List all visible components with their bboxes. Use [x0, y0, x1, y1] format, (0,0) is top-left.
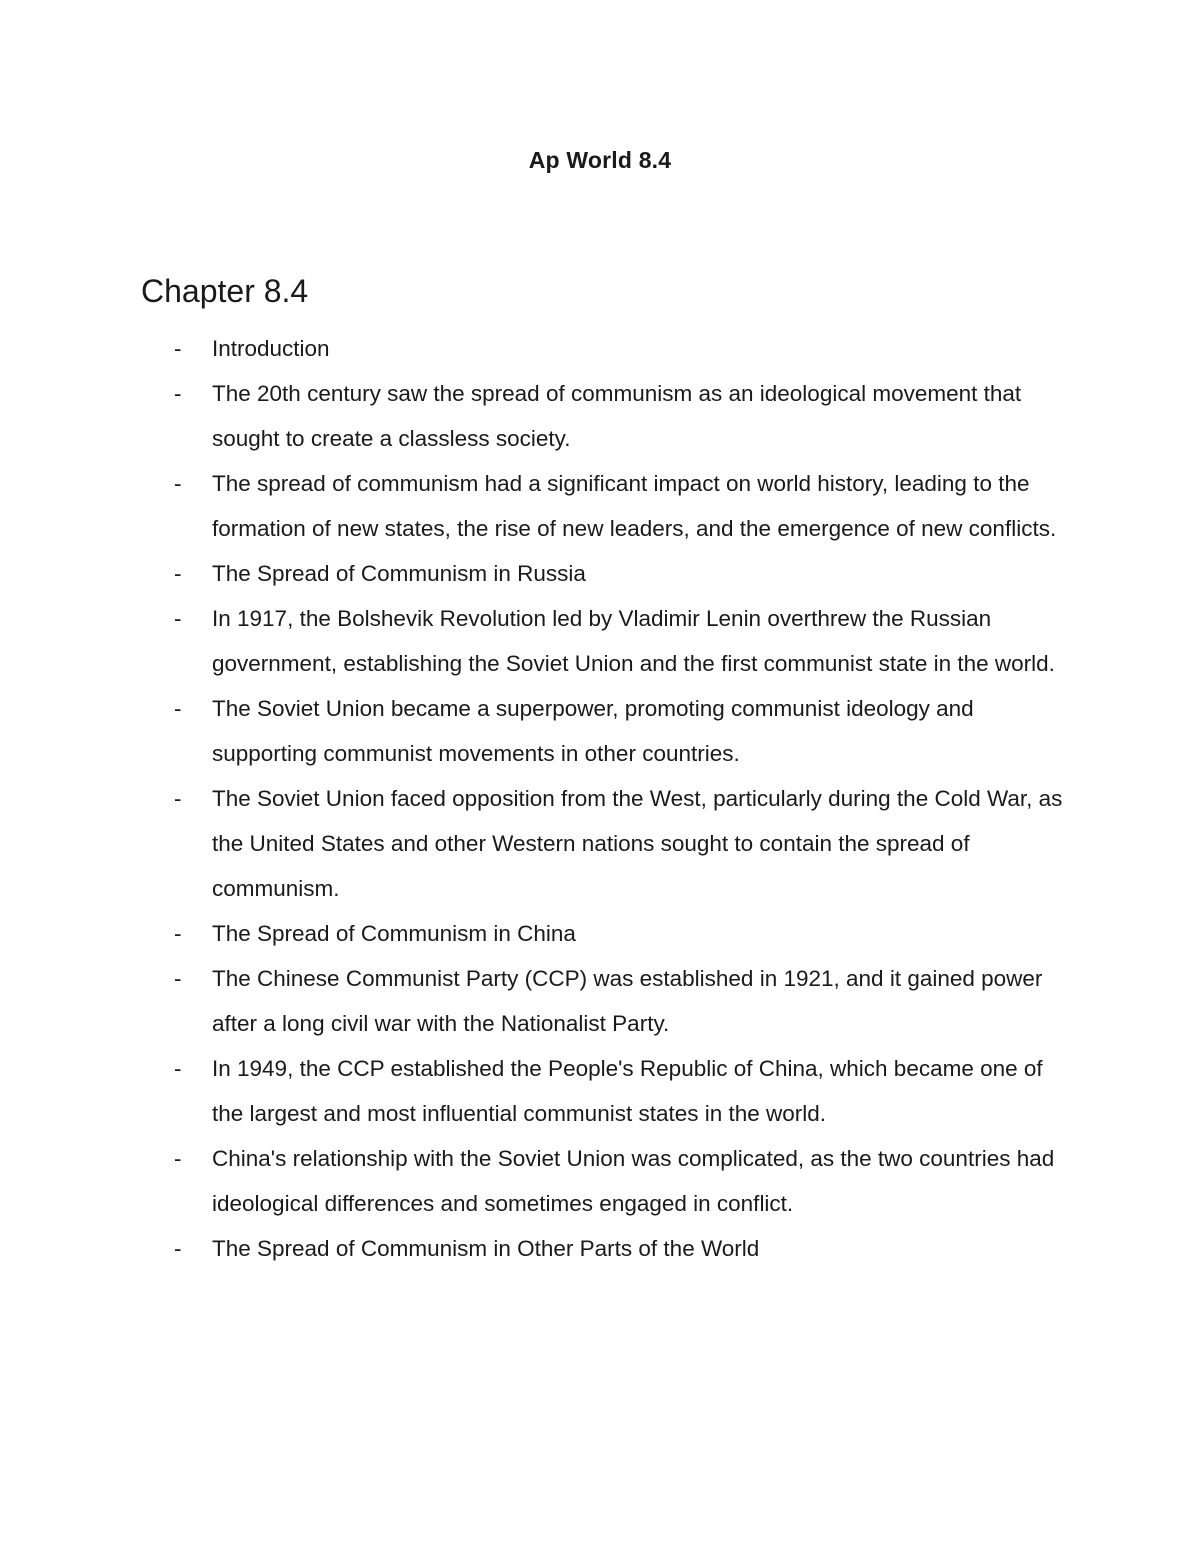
bullet-text: The Spread of Communism in China [212, 921, 576, 946]
bullet-marker: - [174, 1146, 182, 1171]
bullet-text: China's relationship with the Soviet Union was complicated, as the two countries had ideological differences and sometimes engaged in conflict. [212, 1146, 1055, 1216]
bullet-marker: - [174, 336, 182, 361]
document-title: Ap World 8.4 [528, 147, 672, 173]
bullet-item [0, 596, 1200, 686]
chapter-heading: Chapter 8.4 [141, 273, 309, 309]
bullet-text: The 20th century saw the spread of communism as an ideological movement that sought to create a classless society. [212, 381, 1022, 451]
bullet-marker: - [174, 786, 182, 811]
bullet-marker: - [174, 561, 182, 586]
bullet-text: In 1949, the CCP established the People's Republic of China, which became one of the largest and most influential communist states in the world. [212, 1056, 1043, 1126]
bullet-marker: - [174, 471, 182, 496]
bullet-item [0, 1136, 1200, 1226]
bullet-text: The spread of communism had a significant impact on world history, leading to the formation of new states, the rise of new leaders, and the emergence of new conflicts. [212, 471, 1057, 541]
bullet-text: The Spread of Communism in Other Parts of the World [212, 1236, 760, 1261]
bullet-item [0, 371, 1200, 461]
bullet-item [0, 551, 1200, 596]
bullet-item [0, 1226, 1200, 1271]
bullet-item [0, 776, 1200, 911]
bullet-item [0, 956, 1200, 1046]
bullet-marker: - [174, 606, 182, 631]
bullet-item [0, 461, 1200, 551]
bullet-marker: - [174, 1236, 182, 1261]
bullet-text: In 1917, the Bolshevik Revolution led by Vladimir Lenin overthrew the Russian government, establishing the Soviet Union and the first communist state in the world. [212, 606, 1055, 676]
bullet-item [0, 911, 1200, 956]
bullet-text: The Chinese Communist Party (CCP) was established in 1921, and it gained power after a long civil war with the Nationalist Party. [212, 966, 1043, 1036]
bullet-text: The Soviet Union became a superpower, promoting communist ideology and supporting communist movements in other countries. [212, 696, 974, 766]
bullet-item [0, 686, 1200, 776]
bullet-list [0, 326, 1200, 1271]
bullet-item [0, 326, 1200, 371]
bullet-text: The Spread of Communism in Russia [212, 561, 586, 586]
bullet-marker: - [174, 696, 182, 721]
bullet-text: Introduction [212, 336, 330, 361]
bullet-marker: - [174, 381, 182, 406]
bullet-marker: - [174, 1056, 182, 1081]
bullet-marker: - [174, 966, 182, 991]
bullet-marker: - [174, 921, 182, 946]
bullet-text: The Soviet Union faced opposition from the West, particularly during the Cold War, as the United States and other Western nations sought to contain the spread of communism. [212, 786, 1063, 901]
bullet-item [0, 1046, 1200, 1136]
